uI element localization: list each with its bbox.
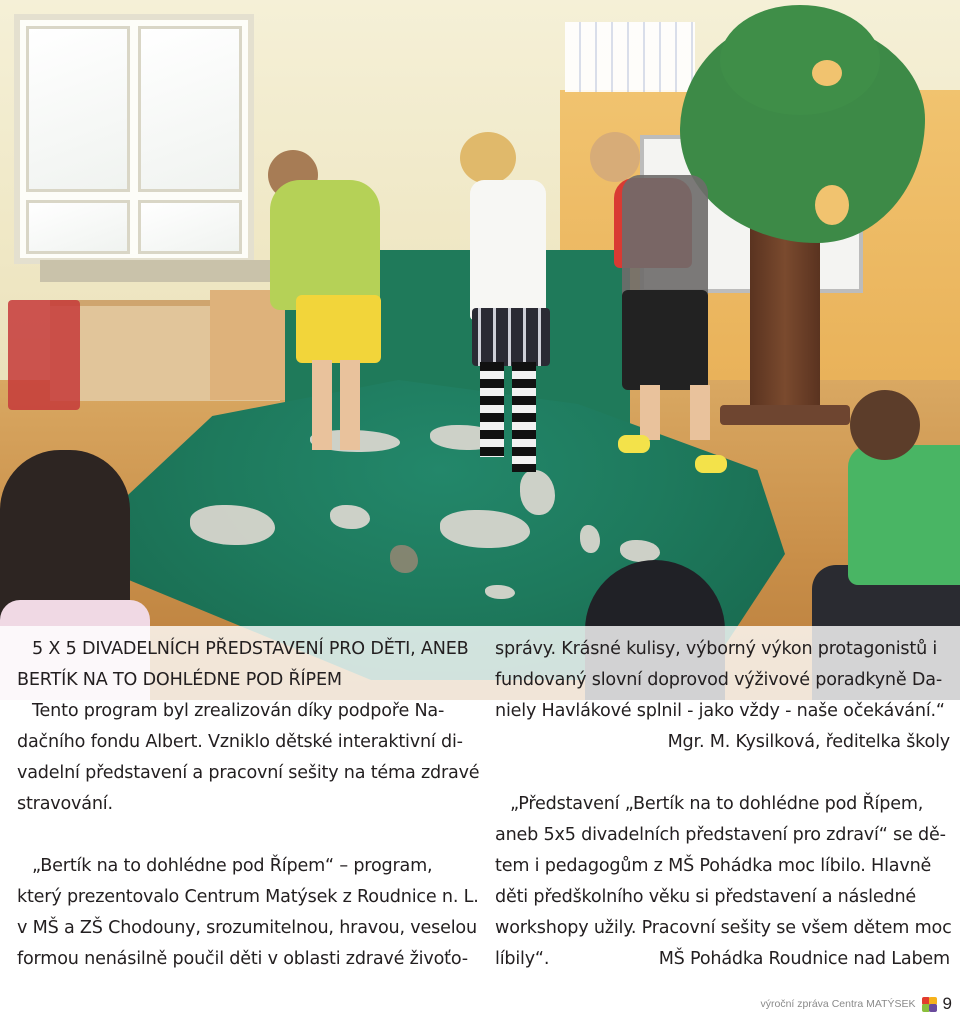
paragraph-line: „Představení „Bertík na to dohlédne pod Řípem, — [510, 794, 924, 814]
paragraph-line — [495, 944, 950, 975]
child-audience-green-shirt — [848, 445, 960, 585]
performer-green-shirt — [270, 180, 380, 310]
tree-gap — [815, 185, 849, 225]
paragraph-line: stravování. — [17, 794, 113, 814]
matysek-logo-icon — [922, 997, 937, 1012]
page-number: 9 — [942, 994, 952, 1013]
performer-grey-vest — [622, 175, 708, 305]
prop-tree-base — [720, 405, 850, 425]
quote-signature: Mgr. M. Kysilková, ředitelka školy — [667, 732, 950, 752]
litter-item — [620, 540, 660, 562]
red-chair — [8, 300, 80, 410]
paragraph-line: tem i pedagogům z MŠ Pohádka moc líbilo. Hlavně — [495, 856, 932, 876]
paragraph-line: workshopy užily. Pracovní sešity se všem dětem moc — [495, 918, 952, 938]
paragraph-line: „Bertík na to dohlédne pod Řípem“ – program, — [32, 856, 433, 876]
paragraph-line: děti předškolního věku si představení a následné — [495, 887, 917, 907]
prop-tree-crown-top — [720, 5, 880, 115]
performer-leg — [640, 385, 660, 440]
paragraph-line: dačního fondu Albert. Vzniklo dětské interaktivní di- — [17, 732, 463, 752]
paragraph-line: niely Havlákové splnil - jako vždy - naše očekávání.“ — [495, 701, 945, 721]
performer-white-top — [470, 180, 546, 320]
quote-signature: MŠ Pohádka Roudnice nad Labem — [658, 949, 950, 969]
paragraph-line: vadelní představení a pracovní sešity na téma zdravé — [17, 763, 480, 783]
yellow-shoe — [618, 435, 650, 453]
child-audience-head — [850, 390, 920, 460]
performer-plaid-skirt — [472, 308, 550, 366]
performer-striped-sock — [512, 362, 536, 472]
performer-striped-sock — [480, 362, 504, 457]
litter-item — [330, 505, 370, 529]
performer-leg — [690, 385, 710, 440]
yellow-shoe — [695, 455, 727, 473]
litter-item — [485, 585, 515, 599]
article-heading-line: 5 X 5 DIVADELNÍCH PŘEDSTAVENÍ PRO DĚTI, ANEB — [32, 639, 469, 659]
paragraph-line: správy. Krásné kulisy, výborný výkon protagonistů i — [495, 639, 938, 659]
footer-title: výroční zpráva Centra MATÝSEK — [760, 998, 916, 1010]
performer-leg — [340, 360, 360, 450]
paragraph-line: aneb 5x5 divadelních představení pro zdraví“ se dě- — [495, 825, 946, 845]
alphabet-posters — [565, 22, 695, 92]
left-column — [17, 634, 480, 975]
paragraph-line: formou nenásilně poučil děti v oblasti zdravé živoťo- — [17, 949, 468, 969]
performer-yellow-shorts — [296, 295, 381, 363]
window-shelf — [40, 260, 270, 282]
paragraph-line: Tento program byl zrealizován díky podpoře Na- — [32, 701, 445, 721]
paragraph-line: fundovaný slovní doprovod výživové poradkyně Da- — [495, 670, 942, 690]
classroom-window — [14, 14, 254, 264]
right-column — [495, 634, 950, 975]
paragraph-line: který prezentovalo Centrum Matýsek z Roudnice n. L. — [17, 887, 479, 907]
performer-head — [460, 132, 516, 184]
paragraph-line: v MŠ a ZŠ Chodouny, srozumitelnou, hravou, veselou — [17, 918, 477, 938]
article-heading-line: BERTÍK NA TO DOHLÉDNE POD ŘÍPEM — [17, 670, 342, 690]
performer-leg — [312, 360, 332, 450]
page-footer — [761, 994, 953, 1014]
performer-black-pants — [622, 290, 708, 390]
paragraph-line-end: líbily“. — [495, 949, 550, 969]
performer-head — [590, 132, 640, 182]
tree-gap — [812, 60, 842, 86]
